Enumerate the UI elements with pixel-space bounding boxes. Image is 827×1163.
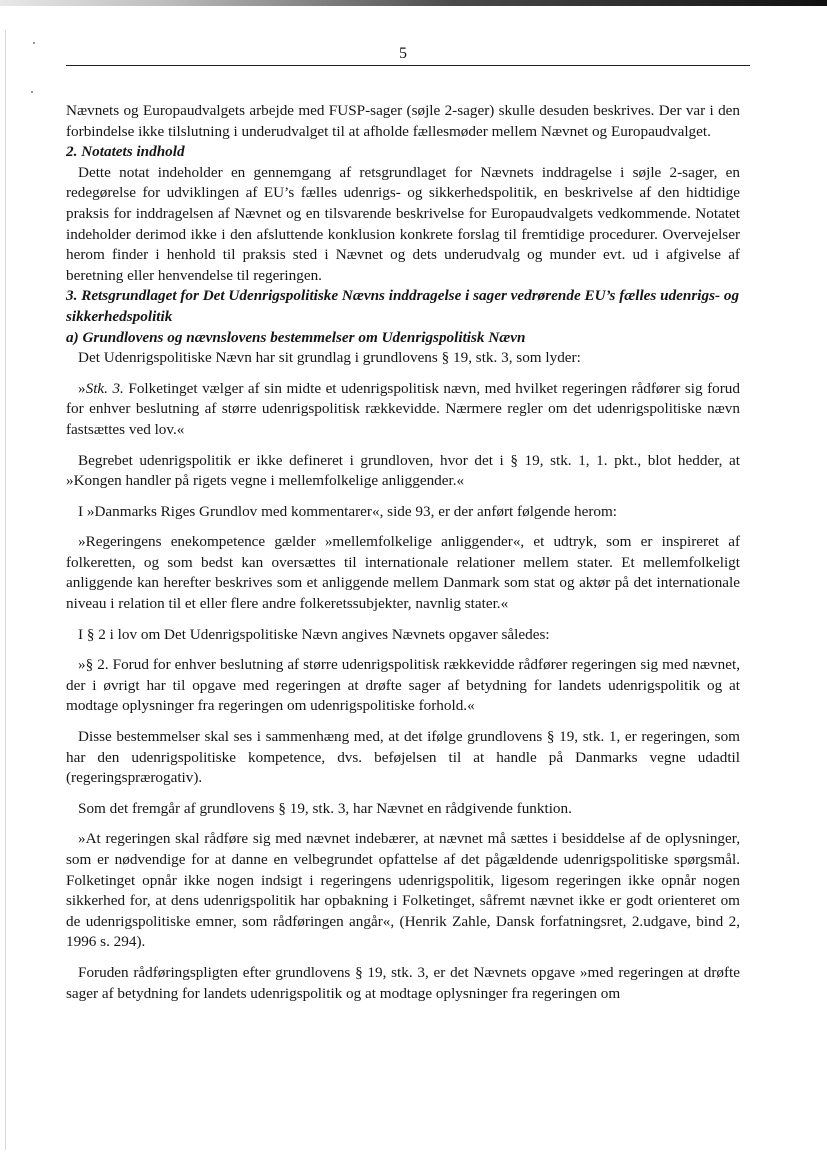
paragraph: Det Udenrigspolitiske Nævn har sit grundlag i grundlovens § 19, stk. 3, som lyder:	[78, 349, 581, 367]
paragraph: I § 2 i lov om Det Udenrigspolitiske Nævn angives Nævnets opgaver således:	[78, 625, 550, 643]
paragraph: Som det fremgår af grundlovens § 19, stk. 3, har Nævnet en rådgivende funktion.	[78, 799, 572, 817]
document-body	[66, 101, 740, 1004]
scan-margin-line	[5, 30, 6, 1150]
header-rule	[66, 65, 750, 66]
paragraph: Foruden rådføringspligten efter grundlovens § 19, stk. 3, er det Nævnets opgave »med regeringen at drøfte sager af betydning for landets udenrigspolitik og at modtage oplysninger fra regeringen om	[66, 963, 740, 1002]
quote-paragraph: »Regeringens enekompetence gælder »mellemfolkelige anliggender«, et udtryk, som er inspireret af folkeretten, og som bedst kan oversættes til internationale relationer mellem stater. Et mellemfolkeligt anliggende kan herefter beskrives som et anliggende mellem Danmark som stat og aktør på det internationale niveau i relation til et eller flere andre folkeretssubjekter, navnlig stater.«	[66, 533, 740, 613]
paragraph: Disse bestemmelser skal ses i sammenhæng med, at det ifølge grundlovens § 19, stk. 1, er regeringen, som har den udenrigspolitiske kompetence, dvs. beføjelsen til at handle på Danmarks vegne udadtil (regeringsprærogativ).	[66, 728, 740, 787]
subsection-a-heading: a) Grundlovens og nævnslovens bestemmelser om Udenrigspolitisk Nævn	[66, 328, 526, 346]
section-2-heading: 2. Notatets indhold	[66, 143, 185, 161]
paragraph: I »Danmarks Riges Grundlov med kommentarer«, side 93, er der anført følgende herom:	[78, 502, 618, 520]
quote-paragraph: »§ 2. Forud for enhver beslutning af større udenrigspolitisk rækkevidde rådfører regeringen sig med nævnet, der i øvrigt har til opgave med regeringen at drøfte sager af betydning for landets udenrigspolitik og at modtage oplysninger fra regeringen om udenrigspolitiske forhold.«	[66, 656, 740, 715]
paragraph: Begrebet udenrigspolitik er ikke defineret i grundloven, hvor det i § 19, stk. 1, 1. pkt., blot hedder, at »Kongen handler på rigets vegne i mellemfolkelige anliggender.«	[66, 451, 740, 490]
quote-text: Folketinget vælger af sin midte et udenrigspolitisk nævn, med hvilket regeringen rådfører sig forud for enhver beslutning af større udenrigspolitisk rækkevidde. Nærmere regler om det udenrigspolitiske nævn fastsættes ved lov.«	[66, 379, 740, 438]
scan-edge	[0, 0, 827, 6]
quote-open-mark: »	[78, 379, 86, 397]
page-number: 5	[399, 45, 407, 62]
section-3-heading: 3. Retsgrundlaget for Det Udenrigspolitiske Nævns inddragelse i sager vedrørende EU’s fælles udenrigs- og sikkerhedspolitik	[66, 287, 740, 325]
intro-paragraph: Nævnets og Europaudvalgets arbejde med FUSP-sager (søjle 2-sager) skulle desuden beskrives. Der var i den forbindelse ikke tilslutning i underudvalget til at afholde fællesmøder mellem Nævnet og Europaudvalget.	[66, 102, 740, 140]
scan-speck	[33, 42, 35, 44]
quote-paragraph: »At regeringen skal rådføre sig med nævnet indebærer, at nævnet må sættes i besiddelse af de oplysninger, som er nødvendige for at danne en velbegrundet opfattelse af det pågældende udenrigspolitiske spørgsmål. Folketinget opnår ikke nogen indsigt i regeringens udenrigspolitik, ligesom regeringen ikke opnår nogen sikkerhed for, at dens udenrigspolitik har opbakning i Folketinget, såfremt nævnet ikke er godt orienteret om de udenrigspolitiske emner, som rådføringen angår«, (Henrik Zahle, Dansk forfatningsret, 2.udgave, bind 2, 1996 s. 294).	[66, 830, 740, 951]
section-2-paragraph: Dette notat indeholder en gennemgang af retsgrundlaget for Nævnets inddragelse i søjle 2-sager, en redegørelse for udviklingen af EU’s fælles udenrigs- og sikkerhedspolitik, en beskrivelse af den hidtidige praksis for inddragelsen af Nævnet og en tilsvarende beskrivelse for Europaudvalgets vedkommende. Notatet indeholder derimod ikke i den afsluttende konklusion konkrete forslag til fremtidige procedurer. Overvejelser herom finder i henhold til praksis sted i Nævnet og dets underudvalg og munder evt. ud i afgivelse af beretning eller henvendelse til regeringen.	[66, 163, 740, 284]
stk-label: Stk. 3.	[85, 379, 124, 397]
scan-speck	[31, 91, 33, 93]
quote-paragraph	[66, 379, 740, 441]
